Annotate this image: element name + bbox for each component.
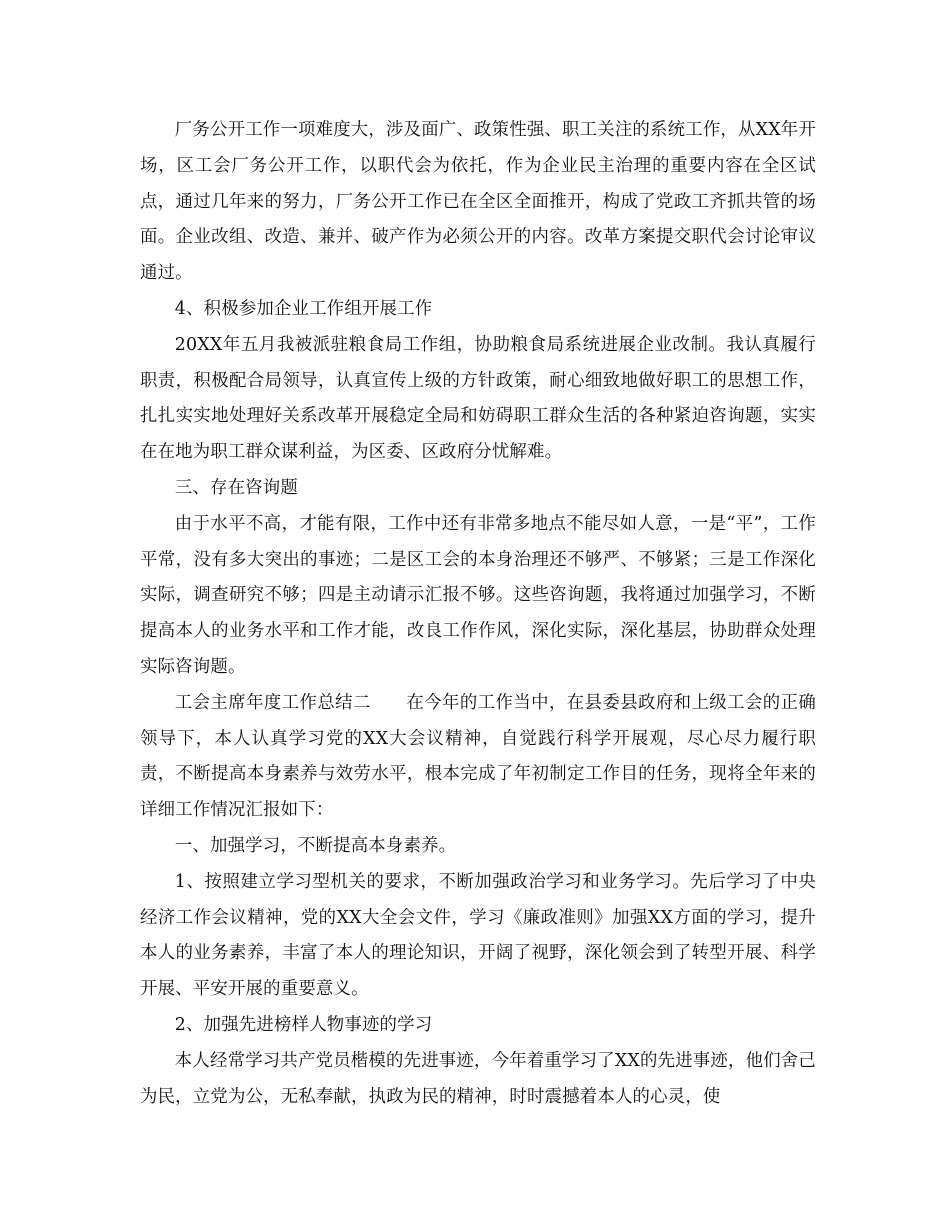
heading-strengthen-learning: 一、加强学习，不断提高本身素养。 (174, 835, 457, 856)
heading-enterprise-workgroup: 4、积极参加企业工作组开展工作 (174, 298, 433, 319)
heading-existing-problems: 三、存在咨询题 (174, 477, 298, 498)
paragraph-learning-organization: 1、按照建立学习型机关的要求，不断加强政治学习和业务学习。先后学习了中央经济工作会议精神，党的XX大全会文件，学习《廉政准则》加强XX方面的学习，提升本人的业务素养，丰富了本人的理论知识，开阔了视野，深化领会到了转型开展、科学开展、平安开展的重要意义。 (140, 871, 816, 1000)
heading-role-models: 2、加强先进榜样人物事迹的学习 (174, 1014, 433, 1035)
paragraph-summary-two: 工会主席年度工作总结二 在今年的工作当中，在县委县政府和上级工会的正确领导下，本人认真学习党的XX大会议精神，自觉践行科学开展观，尽心尽力履行职责，不断提高本身素养与效劳水平，根本完成了年初制定工作目的任务，现将全年来的详细工作情况汇报如下： (140, 692, 816, 821)
paragraph-grain-bureau: 20XX年五月我被派驻粮食局工作组，协助粮食局系统进展企业改制。我认真履行职责，积极配合局领导，认真宣传上级的方针政策，耐心细致地做好职工的思想工作，扎扎实实地处理好关系改革开展稳定全局和妨碍职工群众生活的各种紧迫咨询题，实实在在地为职工群众谋利益，为区委、区政府分忧解难。 (140, 334, 816, 463)
paragraph-role-models: 本人经常学习共产党员楷模的先进事迹，今年着重学习了XX的先进事迹，他们舍己为民，立党为公，无私奉献，执政为民的精神，时时震撼着本人的心灵，使 (140, 1050, 816, 1107)
paragraph-problems: 由于水平不高，才能有限，工作中还有非常多地点不能尽如人意，一是“平”，工作平常，没有多大突出的事迹；二是区工会的本身治理还不够严、不够紧；三是工作深化实际，调查研究不够；四是主动请示汇报不够。这些咨询题，我将通过加强学习，不断提高本人的业务水平和工作才能，改良工作作风，深化实际，深化基层，协助群众处理实际咨询题。 (140, 513, 816, 677)
paragraph-factory-affairs: 厂务公开工作一项难度大，涉及面广、政策性强、职工关注的系统工作，从XX年开场，区工会厂务公开工作，以职代会为依托，作为企业民主治理的重要内容在全区试点，通过几年来的努力，厂务公开工作已在全区全面推开，构成了党政工齐抓共管的场面。企业改组、改造、兼并、破产作为必须公开的内容。改革方案提交职代会讨论审议通过。 (140, 120, 816, 284)
document-body (140, 113, 816, 1115)
